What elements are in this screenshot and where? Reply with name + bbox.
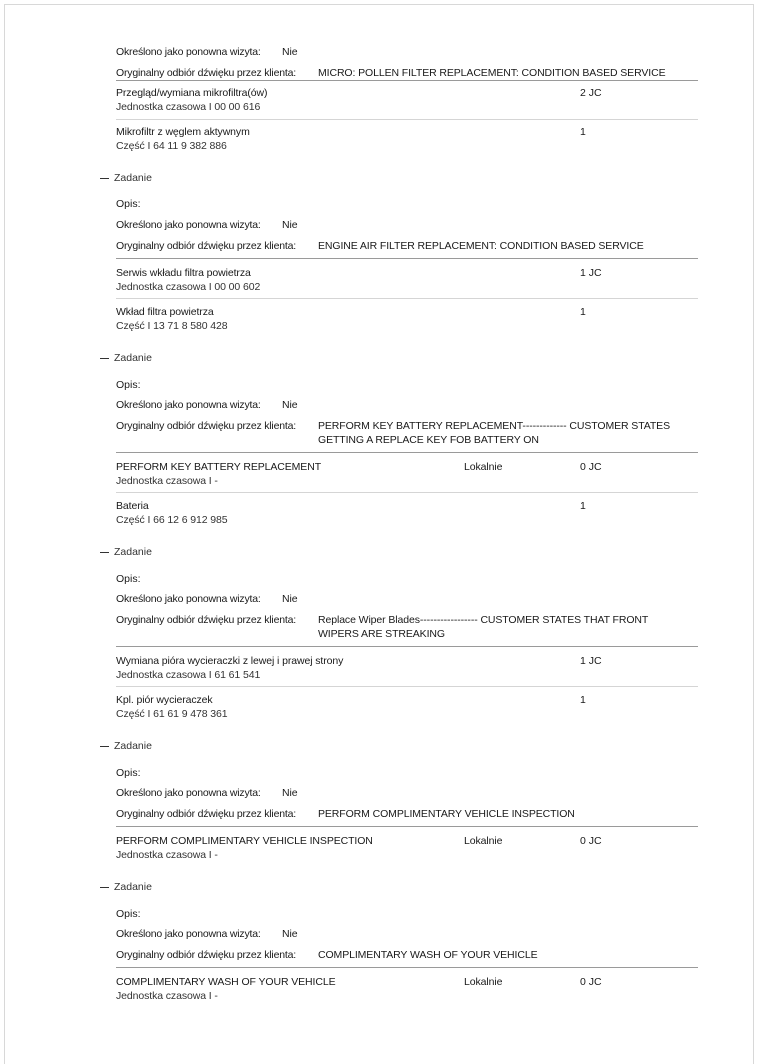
revisit-value: Nie <box>282 46 298 58</box>
revisit-value: Nie <box>282 787 298 799</box>
line-item-title: Serwis wkładu filtra powietrza <box>116 267 251 279</box>
divider <box>116 492 698 493</box>
task-heading[interactable]: Zadanie <box>100 172 152 184</box>
line-item-code: Jednostka czasowa I - <box>116 475 218 487</box>
line-item-title: PERFORM COMPLIMENTARY VEHICLE INSPECTION <box>116 835 373 847</box>
divider <box>116 686 698 687</box>
line-item-title: Wymiana pióra wycieraczki z lewej i prawej strony <box>116 655 344 667</box>
customer-voice-text: PERFORM KEY BATTERY REPLACEMENT------------- CUSTOMER STATES <box>318 420 670 432</box>
divider <box>116 119 698 120</box>
line-item-qty: 1 <box>580 126 586 138</box>
revisit-label: Określono jako ponowna wizyta: <box>116 593 261 605</box>
line-item-qty: 0 JC <box>580 976 602 988</box>
line-item-qty: 0 JC <box>580 835 602 847</box>
customer-voice-text-cont: GETTING A REPLACE KEY FOB BATTERY ON <box>318 434 539 446</box>
divider <box>116 258 698 259</box>
revisit-label: Określono jako ponowna wizyta: <box>116 928 261 940</box>
revisit-label: Określono jako ponowna wizyta: <box>116 399 261 411</box>
task-heading[interactable]: Zadanie <box>100 352 152 364</box>
customer-voice-label: Oryginalny odbiór dźwięku przez klienta: <box>116 67 296 79</box>
line-item-title: PERFORM KEY BATTERY REPLACEMENT <box>116 461 322 473</box>
line-item-title: COMPLIMENTARY WASH OF YOUR VEHICLE <box>116 976 336 988</box>
line-item-code: Jednostka czasowa I 00 00 616 <box>116 101 261 113</box>
line-item-qty: 1 JC <box>580 655 602 667</box>
collapse-dash-icon <box>100 552 109 553</box>
line-item-title: Kpl. piór wycieraczek <box>116 694 213 706</box>
divider <box>116 80 698 81</box>
customer-voice-text: Replace Wiper Blades----------------- CUSTOMER STATES THAT FRONT <box>318 614 649 626</box>
customer-voice-label: Oryginalny odbiór dźwięku przez klienta: <box>116 420 296 432</box>
line-item-qty: 1 JC <box>580 267 602 279</box>
divider <box>116 646 698 647</box>
customer-voice-text-cont: WIPERS ARE STREAKING <box>318 628 445 640</box>
line-item-location: Lokalnie <box>464 835 503 847</box>
line-item-title: Wkład filtra powietrza <box>116 306 214 318</box>
line-item-title: Bateria <box>116 500 149 512</box>
revisit-label: Określono jako ponowna wizyta: <box>116 219 261 231</box>
line-item-code: Część I 64 11 9 382 886 <box>116 140 227 152</box>
line-item-code: Jednostka czasowa I - <box>116 990 218 1002</box>
customer-voice-text: PERFORM COMPLIMENTARY VEHICLE INSPECTION <box>318 808 575 820</box>
revisit-label: Określono jako ponowna wizyta: <box>116 787 261 799</box>
divider <box>116 298 698 299</box>
divider <box>116 452 698 453</box>
customer-voice-label: Oryginalny odbiór dźwięku przez klienta: <box>116 614 296 626</box>
line-item-title: Mikrofiltr z węglem aktywnym <box>116 126 250 138</box>
revisit-value: Nie <box>282 219 298 231</box>
line-item-location: Lokalnie <box>464 976 503 988</box>
line-item-qty: 1 <box>580 500 586 512</box>
customer-voice-label: Oryginalny odbiór dźwięku przez klienta: <box>116 240 296 252</box>
line-item-location: Lokalnie <box>464 461 503 473</box>
line-item-title: Przegląd/wymiana mikrofiltra(ów) <box>116 87 268 99</box>
task-heading[interactable]: Zadanie <box>100 881 152 893</box>
description-label: Opis: <box>116 379 141 391</box>
customer-voice-label: Oryginalny odbiór dźwięku przez klienta: <box>116 949 296 961</box>
document-page <box>4 4 754 1064</box>
collapse-dash-icon <box>100 887 109 888</box>
customer-voice-label: Oryginalny odbiór dźwięku przez klienta: <box>116 808 296 820</box>
revisit-value: Nie <box>282 928 298 940</box>
line-item-qty: 0 JC <box>580 461 602 473</box>
line-item-qty: 2 JC <box>580 87 602 99</box>
revisit-value: Nie <box>282 399 298 411</box>
task-heading[interactable]: Zadanie <box>100 546 152 558</box>
line-item-code: Jednostka czasowa I 00 00 602 <box>116 281 261 293</box>
revisit-value: Nie <box>282 593 298 605</box>
line-item-code: Część I 61 61 9 478 361 <box>116 708 228 720</box>
revisit-label: Określono jako ponowna wizyta: <box>116 46 261 58</box>
collapse-dash-icon <box>100 178 109 179</box>
customer-voice-text: MICRO: POLLEN FILTER REPLACEMENT: CONDITION BASED SERVICE <box>318 67 666 79</box>
line-item-qty: 1 <box>580 306 586 318</box>
line-item-code: Część I 66 12 6 912 985 <box>116 514 228 526</box>
description-label: Opis: <box>116 198 141 210</box>
description-label: Opis: <box>116 767 141 779</box>
divider <box>116 967 698 968</box>
customer-voice-text: ENGINE AIR FILTER REPLACEMENT: CONDITION BASED SERVICE <box>318 240 644 252</box>
description-label: Opis: <box>116 908 141 920</box>
divider <box>116 826 698 827</box>
line-item-qty: 1 <box>580 694 586 706</box>
collapse-dash-icon <box>100 358 109 359</box>
line-item-code: Jednostka czasowa I 61 61 541 <box>116 669 261 681</box>
collapse-dash-icon <box>100 746 109 747</box>
description-label: Opis: <box>116 573 141 585</box>
line-item-code: Jednostka czasowa I - <box>116 849 218 861</box>
customer-voice-text: COMPLIMENTARY WASH OF YOUR VEHICLE <box>318 949 538 961</box>
line-item-code: Część I 13 71 8 580 428 <box>116 320 228 332</box>
task-heading[interactable]: Zadanie <box>100 740 152 752</box>
